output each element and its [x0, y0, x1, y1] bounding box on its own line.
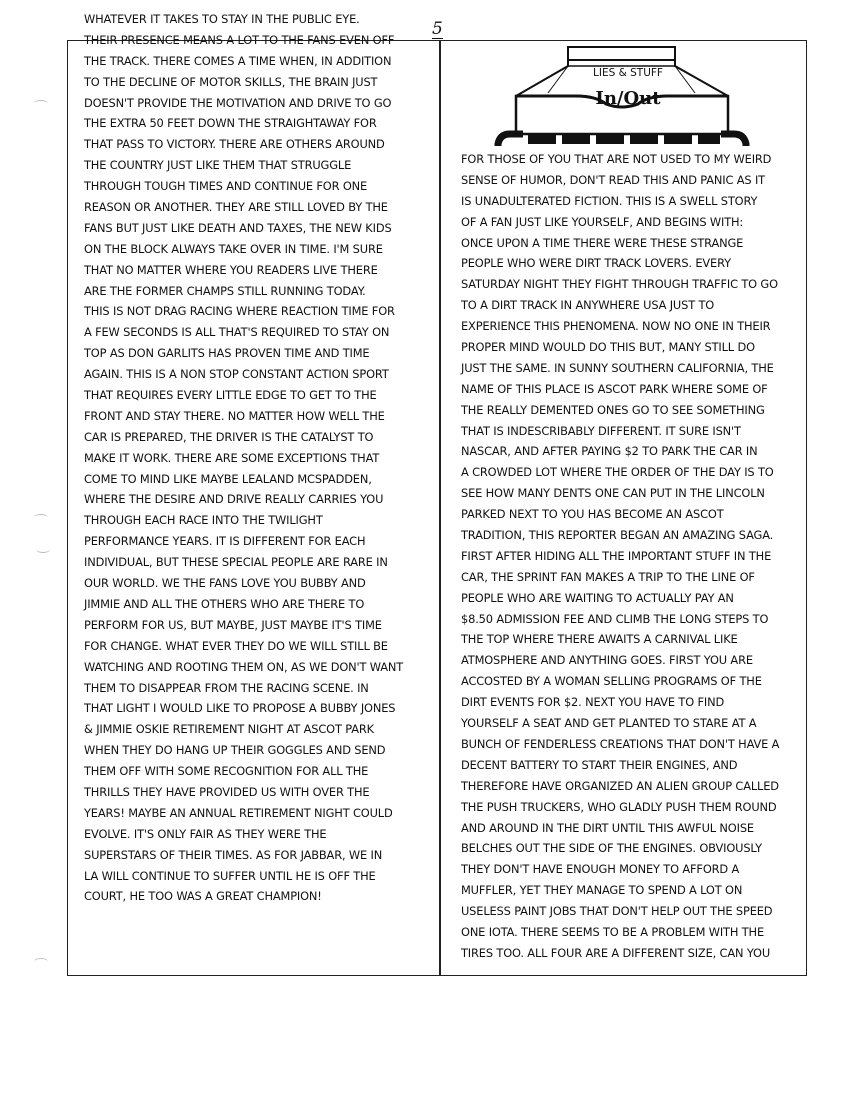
text-line: NAME OF THIS PLACE IS ASCOT PARK WHERE SOME OF	[461, 381, 768, 396]
text-line: REASON OR ANOTHER. THEY ARE STILL LOVED BY THE	[84, 200, 388, 215]
text-line: AGAIN. THIS IS A NON STOP CONSTANT ACTION SPORT	[84, 367, 389, 382]
column-divider	[439, 40, 441, 976]
text-line: PEOPLE WHO ARE WAITING TO ACTUALLY PAY AN	[461, 590, 734, 605]
text-line: COME TO MIND LIKE MAYBE LEALAND MCSPADDEN,	[84, 471, 372, 486]
text-line: THAT REQUIRES EVERY LITTLE EDGE TO GET TO THE	[84, 388, 377, 403]
margin-mark	[34, 514, 48, 521]
masthead-teeth	[528, 135, 720, 144]
text-line: ARE THE FORMER CHAMPS STILL RUNNING TODAY.	[84, 283, 366, 298]
text-line: THEM TO DISAPPEAR FROM THE RACING SCENE. IN	[84, 680, 369, 695]
masthead-top-box	[568, 47, 675, 60]
margin-mark	[36, 546, 50, 553]
right-column-text	[461, 149, 779, 964]
text-line: THE TRACK. THERE COMES A TIME WHEN, IN ADDITION	[84, 53, 392, 68]
text-line: THAT NO MATTER WHERE YOU READERS LIVE THERE	[84, 262, 378, 277]
text-line: EVOLVE. IT'S ONLY FAIR AS THEY WERE THE	[84, 826, 327, 841]
text-line: FOR THOSE OF YOU THAT ARE NOT USED TO MY WEIRD	[461, 152, 772, 166]
text-line: FOR CHANGE. WHAT EVER THEY DO WE WILL STILL BE	[84, 638, 388, 653]
text-line: SATURDAY NIGHT THEY FIGHT THROUGH TRAFFIC TO GO	[461, 277, 778, 292]
text-line: THROUGH EACH RACE INTO THE TWILIGHT	[84, 513, 323, 528]
text-line: THEREFORE HAVE ORGANIZED AN ALIEN GROUP CALLED	[461, 778, 779, 793]
text-line: & JIMMIE OSKIE RETIREMENT NIGHT AT ASCOT PARK	[84, 722, 374, 737]
text-line: PARKED NEXT TO YOU HAS BECOME AN ASCOT	[461, 507, 724, 522]
text-line: THRILLS THEY HAVE PROVIDED US WITH OVER THE	[84, 784, 370, 799]
text-line: THAT IS INDESCRIBABLY DIFFERENT. IT SURE ISN'T	[461, 423, 741, 438]
text-line: A CROWDED LOT WHERE THE ORDER OF THE DAY IS TO	[461, 465, 774, 480]
text-line: YOURSELF A SEAT AND GET PLANTED TO STARE AT A	[461, 716, 757, 731]
text-line: THEM OFF WITH SOME RECOGNITION FOR ALL THE	[84, 764, 369, 779]
masthead-left-bracket	[498, 134, 523, 146]
text-line: OF A FAN JUST LIKE YOURSELF, AND BEGINS WITH:	[461, 214, 744, 229]
text-line: THE PUSH TRUCKERS, WHO GLADLY PUSH THEM ROUND	[461, 799, 777, 814]
text-line: THEY DON'T HAVE ENOUGH MONEY TO AFFORD A	[461, 862, 740, 877]
text-line: JIMMIE AND ALL THE OTHERS WHO ARE THERE TO	[84, 596, 365, 611]
text-line: SUPERSTARS OF THEIR TIMES. AS FOR JABBAR, WE IN	[84, 847, 383, 862]
text-line: INDIVIDUAL, BUT THESE SPECIAL PEOPLE ARE RARE IN	[84, 555, 388, 570]
text-line: OUR WORLD. WE THE FANS LOVE YOU BUBBY AND	[84, 576, 366, 591]
masthead-title: In/Out	[595, 88, 661, 109]
text-line: DIRT EVENTS FOR $2. NEXT YOU HAVE TO FIND	[461, 695, 725, 710]
text-line: A FEW SECONDS IS ALL THAT'S REQUIRED TO STAY ON	[84, 325, 390, 340]
text-line: MAKE IT WORK. THERE ARE SOME EXCEPTIONS THAT	[84, 450, 380, 465]
text-line: $8.50 ADMISSION FEE AND CLIMB THE LONG STEPS TO	[461, 611, 769, 626]
text-line: PERFORMANCE YEARS. IT IS DIFFERENT FOR EACH	[84, 534, 366, 549]
text-line: LA WILL CONTINUE TO SUFFER UNTIL HE IS OFF THE	[84, 868, 376, 883]
text-line: IS UNADULTERATED FICTION. THIS IS A SWELL STORY	[461, 193, 758, 208]
text-line: PROPER MIND WOULD DO THIS BUT, MANY STILL DO	[461, 340, 755, 355]
text-line: THIS IS NOT DRAG RACING WHERE REACTION TIME FOR	[84, 304, 395, 319]
text-line: PEOPLE WHO WERE DIRT TRACK LOVERS. EVERY	[461, 256, 731, 271]
page-number: 5	[432, 19, 443, 39]
text-line: COURT, HE TOO WAS A GREAT CHAMPION!	[84, 889, 322, 904]
text-line: AND AROUND IN THE DIRT UNTIL THIS AWFUL NOISE	[461, 820, 754, 835]
text-line: ON THE BLOCK ALWAYS TAKE OVER IN TIME. I'M SURE	[84, 241, 383, 256]
text-line: TOP AS DON GARLITS HAS PROVEN TIME AND TIME	[84, 346, 370, 361]
text-line: THE REALLY DEMENTED ONES GO TO SEE SOMETHING	[461, 402, 765, 417]
text-line: SEE HOW MANY DENTS ONE CAN PUT IN THE LINCOLN	[461, 486, 765, 501]
text-line: DOESN'T PROVIDE THE MOTIVATION AND DRIVE TO GO	[84, 95, 392, 110]
text-line: SENSE OF HUMOR, DON'T READ THIS AND PANIC AS IT	[461, 172, 765, 187]
margin-mark	[34, 100, 48, 107]
margin-mark	[34, 958, 48, 965]
text-line: THEIR PRESENCE MEANS A LOT TO THE FANS EVEN OFF	[84, 32, 395, 47]
text-line: MUFFLER, YET THEY MANAGE TO SPEND A LOT ON	[461, 883, 743, 898]
text-line: FANS BUT JUST LIKE DEATH AND TAXES, THE NEW KIDS	[84, 220, 392, 235]
text-line: ATMOSPHERE AND ANYTHING GOES. FIRST YOU ARE	[461, 653, 753, 668]
text-line: THE TOP WHERE THERE AWAITS A CARNIVAL LIKE	[461, 632, 738, 647]
text-line: WHATEVER IT TAKES TO STAY IN THE PUBLIC EYE.	[84, 12, 360, 26]
text-line: DECENT BATTERY TO START THEIR ENGINES, AND	[461, 757, 738, 772]
text-line: YEARS! MAYBE AN ANNUAL RETIREMENT NIGHT COULD	[84, 805, 393, 820]
text-line: TO A DIRT TRACK IN ANYWHERE USA JUST TO	[461, 298, 715, 313]
text-line: THROUGH TOUGH TIMES AND CONTINUE FOR ONE	[84, 179, 368, 194]
text-line: CAR IS PREPARED, THE DRIVER IS THE CATALYST TO	[84, 429, 374, 444]
text-line: JUST THE SAME. IN SUNNY SOUTHERN CALIFORNIA, THE	[461, 360, 774, 375]
text-line: BELCHES OUT THE SIDE OF THE ENGINES. OBVIOUSLY	[461, 841, 762, 856]
text-line: THE COUNTRY JUST LIKE THEM THAT STRUGGLE	[84, 158, 352, 173]
text-line: ACCOSTED BY A WOMAN SELLING PROGRAMS OF THE	[461, 674, 762, 689]
masthead-lies-and-stuff	[478, 44, 778, 146]
text-line: CAR, THE SPRINT FAN MAKES A TRIP TO THE LINE OF	[461, 569, 755, 584]
text-line: TO THE DECLINE OF MOTOR SKILLS, THE BRAIN JUST	[84, 74, 378, 89]
text-line: ONCE UPON A TIME THERE WERE THESE STRANGE	[461, 235, 744, 250]
text-line: TRADITION, THIS REPORTER BEGAN AN AMAZING SAGA.	[461, 528, 774, 543]
text-line: WHEN THEY DO HANG UP THEIR GOGGLES AND SEND	[84, 743, 386, 758]
text-line: FIRST AFTER HIDING ALL THE IMPORTANT STUFF IN THE	[461, 548, 772, 563]
text-line: ONE IOTA. THERE SEEMS TO BE A PROBLEM WITH THE	[461, 924, 765, 939]
left-column-text	[84, 9, 403, 907]
masthead-right-bracket	[721, 134, 746, 146]
text-line: FRONT AND STAY THERE. NO MATTER HOW WELL THE	[84, 408, 385, 423]
text-line: BUNCH OF FENDERLESS CREATIONS THAT DON'T HAVE A	[461, 736, 780, 751]
text-line: THAT LIGHT I WOULD LIKE TO PROPOSE A BUBBY JONES	[84, 701, 396, 716]
text-line: WATCHING AND ROOTING THEM ON, AS WE DON'T WANT	[84, 659, 404, 674]
text-line: USELESS PAINT JOBS THAT DON'T HELP OUT THE SPEED	[461, 904, 773, 919]
text-line: THAT PASS TO VICTORY. THERE ARE OTHERS AROUND	[84, 137, 385, 152]
text-line: THE EXTRA 50 FEET DOWN THE STRAIGHTAWAY FOR	[84, 116, 377, 131]
text-line: PERFORM FOR US, BUT MAYBE, JUST MAYBE IT'S TIME	[84, 617, 382, 632]
text-line: WHERE THE DESIRE AND DRIVE REALLY CARRIES YOU	[84, 492, 384, 507]
text-line: NASCAR, AND AFTER PAYING $2 TO PARK THE CAR IN	[461, 444, 758, 459]
text-line: EXPERIENCE THIS PHENOMENA. NOW NO ONE IN THEIR	[461, 319, 771, 334]
text-line: TIRES TOO. ALL FOUR ARE A DIFFERENT SIZE, CAN YOU	[461, 945, 771, 960]
masthead-kicker: LIES & STUFF	[593, 67, 663, 79]
